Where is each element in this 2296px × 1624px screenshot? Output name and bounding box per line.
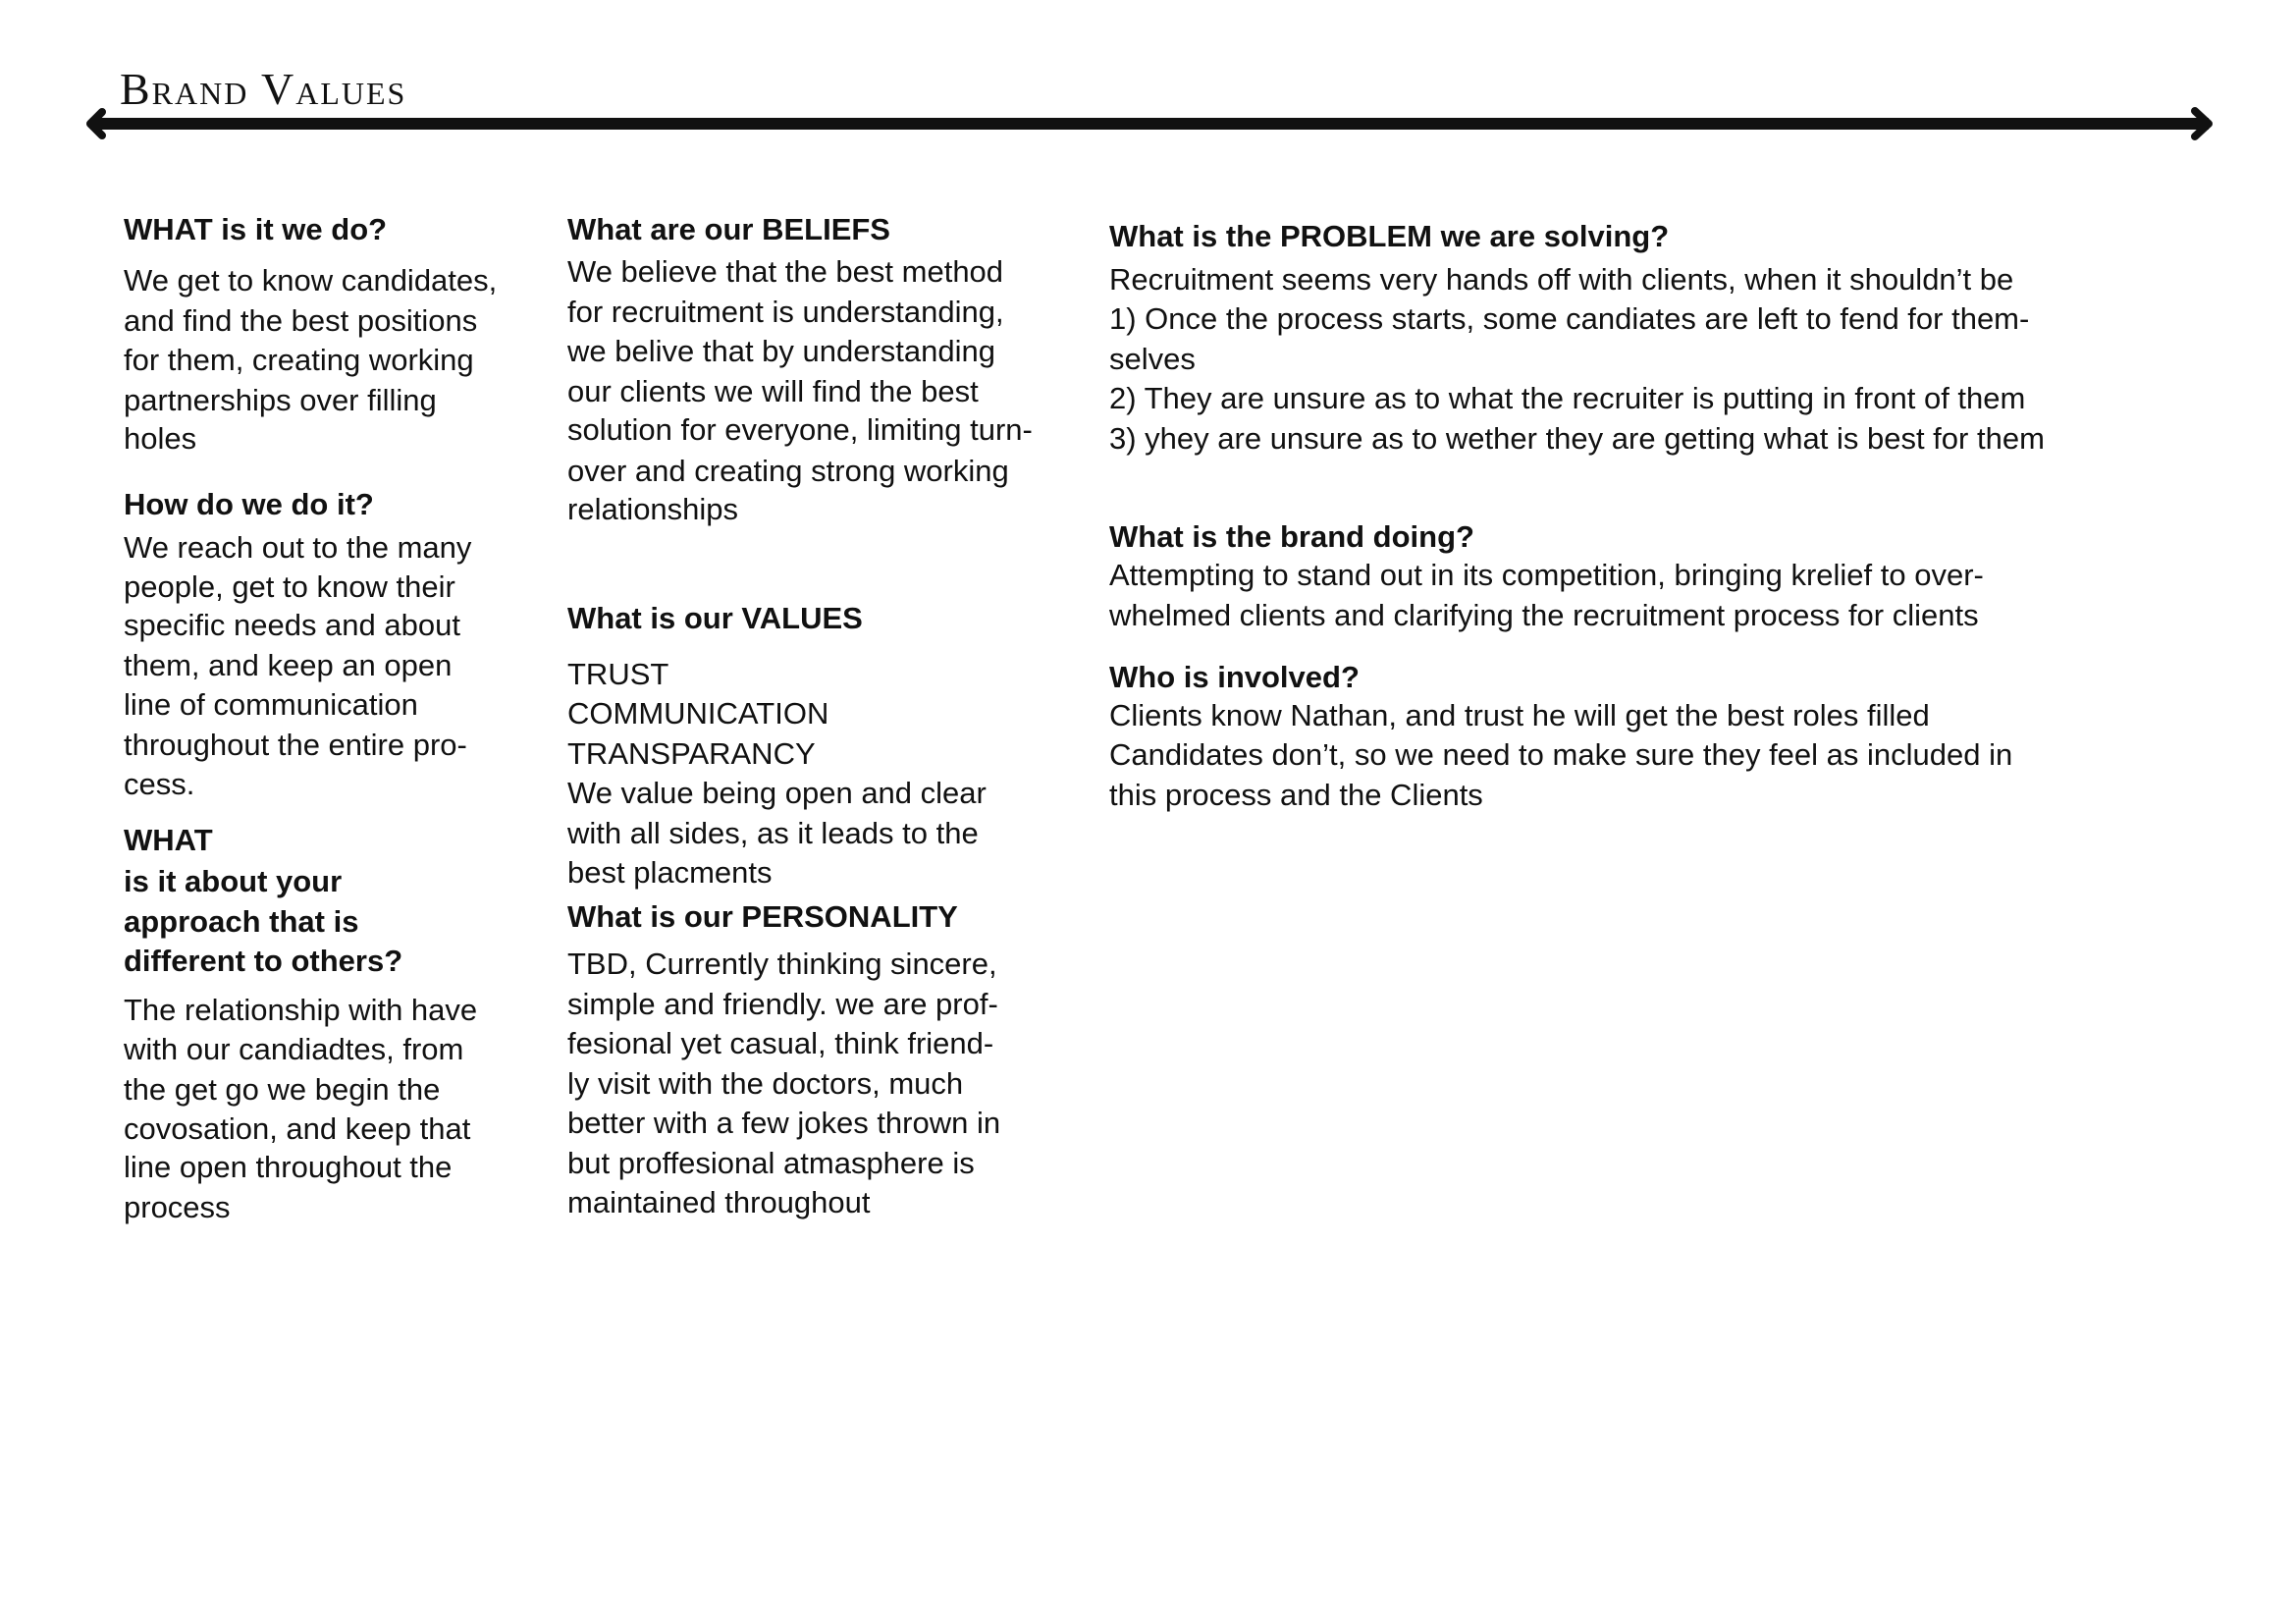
body-line: covosation, and keep that xyxy=(124,1111,471,1146)
body-line: We value being open and clear xyxy=(567,776,987,810)
section-heading: different to others? xyxy=(124,944,403,978)
body-line: for recruitment is understanding, xyxy=(567,295,1004,329)
section-heading: What is the brand doing? xyxy=(1109,519,1474,554)
body-line: we belive that by understanding xyxy=(567,334,996,368)
body-line: We believe that the best method xyxy=(567,254,1004,289)
body-line: our clients we will find the best xyxy=(567,374,979,408)
value-item-communication: COMMUNICATION xyxy=(567,696,829,731)
body-line: line open throughout the xyxy=(124,1150,453,1184)
body-line: holes xyxy=(124,421,197,456)
body-line: partnerships over filling xyxy=(124,383,437,417)
body-line: Candidates don’t, so we need to make sure they feel as included in xyxy=(1109,737,2013,772)
section-heading: Who is involved? xyxy=(1109,660,1360,694)
section-heading: is it about your xyxy=(124,864,343,898)
double-arrow-divider xyxy=(0,0,2296,157)
body-line: line of communication xyxy=(124,687,418,722)
value-item-trust: TRUST xyxy=(567,657,669,691)
body-line: relationships xyxy=(567,492,739,526)
page-title: Brand Values xyxy=(120,64,407,114)
body-line: them, and keep an open xyxy=(124,648,453,682)
section-heading: How do we do it? xyxy=(124,487,374,521)
body-line: best placments xyxy=(567,855,773,890)
body-line: specific needs and about xyxy=(124,608,460,642)
section-heading: WHAT is it we do? xyxy=(124,212,388,246)
section-heading: approach that is xyxy=(124,904,359,939)
body-line: Attempting to stand out in its competition, bringing krelief to over- xyxy=(1109,558,1984,592)
body-line: We reach out to the many xyxy=(124,530,472,565)
section-heading: What is the PROBLEM we are solving? xyxy=(1109,219,1670,253)
body-line: for them, creating working xyxy=(124,343,474,377)
body-line: We get to know candidates, xyxy=(124,263,498,298)
body-line: people, get to know their xyxy=(124,569,455,604)
body-line: fesional yet casual, think friend- xyxy=(567,1026,994,1060)
body-line: maintained throughout xyxy=(567,1185,871,1219)
body-line: solution for everyone, limiting turn- xyxy=(567,412,1033,447)
divider-line xyxy=(90,118,2209,130)
body-line: whelmed clients and clarifying the recruitment process for clients xyxy=(1109,598,1979,632)
body-line: but proffesional atmasphere is xyxy=(567,1146,975,1180)
body-line: over and creating strong working xyxy=(567,454,1009,488)
body-line: cess. xyxy=(124,767,195,801)
body-line: The relationship with have xyxy=(124,993,478,1027)
body-line: with our candiadtes, from xyxy=(124,1032,464,1066)
body-line: Recruitment seems very hands off with clients, when it shouldn’t be xyxy=(1109,262,2014,297)
body-line: ly visit with the doctors, much xyxy=(567,1066,964,1101)
section-heading: What is our VALUES xyxy=(567,601,863,635)
body-line: throughout the entire pro- xyxy=(124,728,467,762)
body-line: 2) They are unsure as to what the recruiter is putting in front of them xyxy=(1109,381,2026,415)
body-line: better with a few jokes thrown in xyxy=(567,1106,1001,1140)
section-heading: What is our PERSONALITY xyxy=(567,899,958,934)
body-line: 3) yhey are unsure as to wether they are getting what is best for them xyxy=(1109,421,2045,456)
body-line: this process and the Clients xyxy=(1109,778,1483,812)
body-line: Clients know Nathan, and trust he will get the best roles filled xyxy=(1109,698,1930,732)
body-line: the get go we begin the xyxy=(124,1072,441,1107)
body-line: selves xyxy=(1109,342,1196,376)
body-line: simple and friendly. we are prof- xyxy=(567,987,998,1021)
body-line: with all sides, as it leads to the xyxy=(567,816,979,850)
body-line: process xyxy=(124,1190,231,1224)
body-line: TBD, Currently thinking sincere, xyxy=(567,947,997,981)
body-line: 1) Once the process starts, some candiates are left to fend for them- xyxy=(1109,301,2030,336)
section-heading: WHAT xyxy=(124,823,213,857)
value-item-transparancy: TRANSPARANCY xyxy=(567,736,816,771)
body-line: and find the best positions xyxy=(124,303,478,338)
section-heading: What are our BELIEFS xyxy=(567,212,890,246)
